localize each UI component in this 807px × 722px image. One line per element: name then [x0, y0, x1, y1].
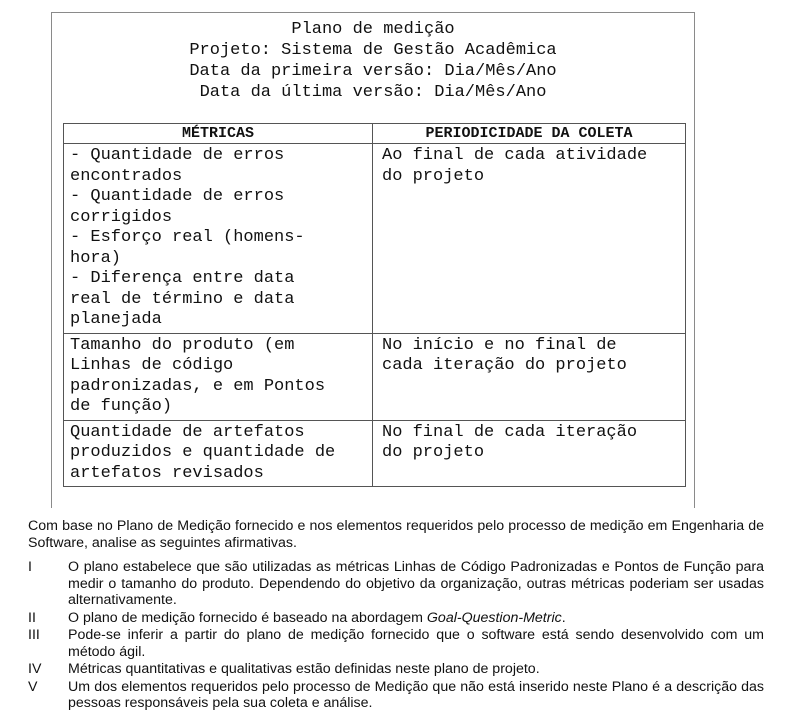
- statement-text: Um dos elementos requeridos pelo processo de Medição que não está inserido neste Plano é a descrição das pessoas responsáveis pela sua coleta e análise.: [68, 678, 764, 711]
- question-section: [28, 518, 764, 713]
- collection-period-column-header: PERIODICIDADE DA COLETA: [373, 124, 686, 144]
- cell-line: Ao final de cada atividade: [382, 146, 648, 165]
- plan-project: Projeto: Sistema de Gestão Acadêmica: [189, 41, 557, 60]
- metrics-table: [63, 123, 686, 487]
- statement-number: V: [28, 678, 38, 695]
- statement-text: Métricas quantitativas e qualitativas estão definidas neste plano de projeto.: [68, 661, 540, 677]
- table-row: [64, 420, 686, 487]
- cell-line: real de término e data: [70, 289, 295, 309]
- statement-item: [28, 559, 764, 609]
- period-cell: [373, 420, 686, 487]
- statement-item: [28, 679, 764, 712]
- metrics-table-header-row: [64, 124, 686, 144]
- cell-line: - Quantidade de erros: [70, 187, 285, 206]
- measurement-plan-box: [51, 12, 695, 508]
- cell-line: padronizadas, e em Pontos: [70, 376, 326, 396]
- statement-item: [28, 661, 764, 678]
- statement-text: Pode-se inferir a partir do plano de medição fornecido que o software está sendo desenvolvido com um método ágil.: [68, 627, 764, 660]
- cell-line: - Esforço real (homens-: [70, 228, 305, 247]
- statement-number: III: [28, 627, 40, 643]
- statement-text-part: .: [561, 609, 566, 626]
- statement-italic-term: Goal-Question-Metric: [426, 609, 562, 626]
- cell-line: de função): [70, 397, 173, 416]
- cell-line: Linhas de código: [70, 356, 234, 375]
- cell-line: produzidos e quantidade de: [70, 443, 336, 462]
- statement-item: [28, 627, 764, 660]
- plan-title: Plano de medição: [291, 20, 455, 39]
- cell-line: corrigidos: [70, 207, 173, 227]
- period-cell: [373, 333, 686, 420]
- cell-line: artefatos revisados: [70, 463, 264, 483]
- table-row: [64, 333, 686, 420]
- table-row: [64, 144, 686, 334]
- metrics-column-header: MÉTRICAS: [64, 124, 373, 144]
- plan-header: [52, 19, 694, 103]
- statement-text-part: O plano de medição fornecido é baseado na abordagem: [68, 609, 427, 626]
- cell-line: Tamanho do produto (em: [70, 335, 295, 355]
- metrics-cell: [64, 144, 373, 334]
- statement-number: IV: [28, 661, 42, 677]
- cell-line: Quantidade de artefatos: [70, 422, 305, 442]
- plan-first-version-date: Data da primeira versão: Dia/Mês/Ano: [189, 62, 557, 81]
- statement-text: [68, 610, 764, 627]
- period-cell: [373, 144, 686, 334]
- cell-line: do projeto: [382, 443, 485, 462]
- cell-line: No final de cada iteração: [382, 422, 638, 442]
- cell-line: encontrados: [70, 166, 183, 186]
- question-intro: Com base no Plano de Medição fornecido e nos elementos requeridos pelo processo de medição em Engenharia de Software, analise as seguintes afirmativas.: [28, 518, 764, 551]
- statement-item: [28, 610, 764, 627]
- cell-line: - Diferença entre data: [70, 269, 295, 288]
- metrics-cell: [64, 420, 373, 487]
- statement-text: O plano estabelece que são utilizadas as métricas Linhas de Código Padronizadas e Pontos de Função para medir o tamanho do produto. Dependendo do objetivo da organização, outras métricas poderiam ser usadas alternativamente.: [68, 559, 764, 608]
- cell-line: hora): [70, 248, 122, 268]
- metrics-cell: [64, 333, 373, 420]
- cell-line: No início e no final de: [382, 335, 617, 355]
- cell-line: cada iteração do projeto: [382, 356, 627, 375]
- statement-number: II: [28, 609, 36, 626]
- plan-last-version-date: Data da última versão: Dia/Mês/Ano: [199, 83, 547, 102]
- statement-number: I: [28, 559, 32, 575]
- cell-line: - Quantidade de erros: [70, 146, 285, 165]
- cell-line: do projeto: [382, 166, 485, 186]
- cell-line: planejada: [70, 310, 162, 329]
